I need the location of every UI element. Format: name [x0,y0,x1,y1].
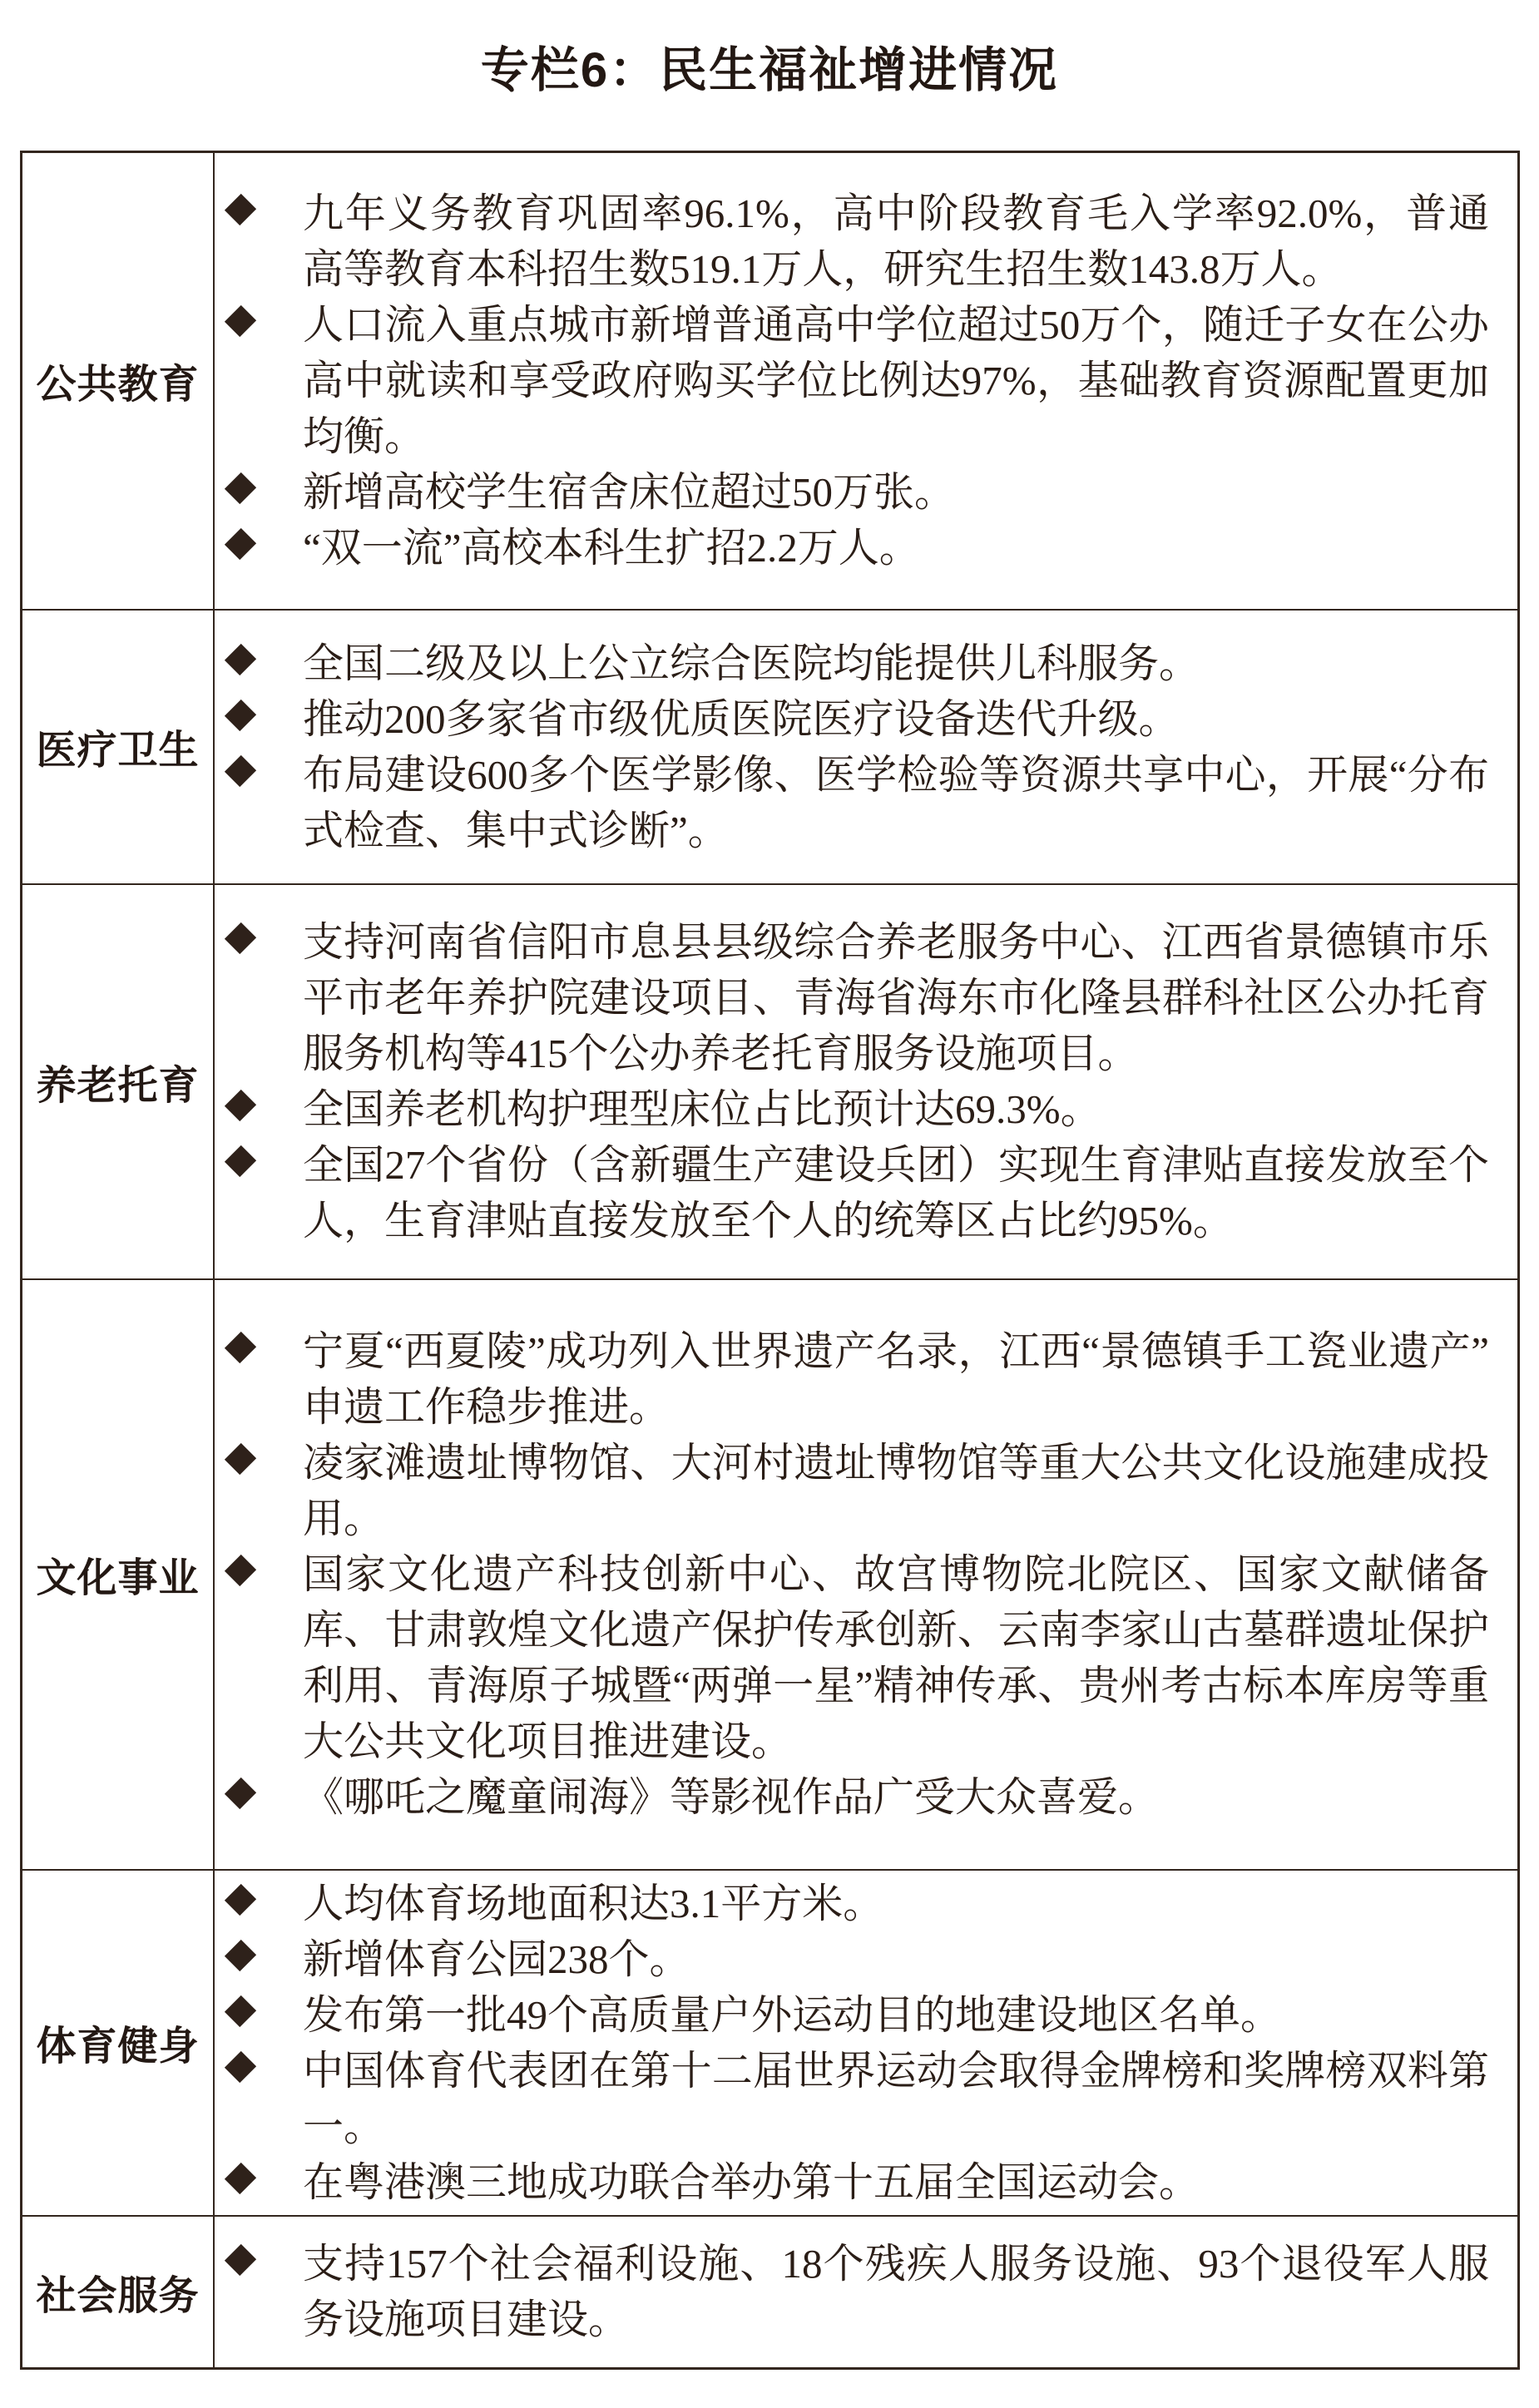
list-item [215,1137,1489,1249]
list-item [215,914,1489,1081]
category-cell: 体育健身 [22,1870,215,2216]
page-title: 专栏6：民生福祉增进情况 [480,43,1059,97]
diamond-bullet-icon [225,1778,256,1809]
table-row-cultural-undertakings [22,1279,1519,1870]
category-cell: 社会服务 [22,2216,215,2369]
livelihood-welfare-table [20,151,1520,2370]
list-item [215,2043,1489,2154]
list-item-text: 支持河南省信阳市息县县级综合养老服务中心、江西省景德镇市乐平市老年养护院建设项目、青海省海东市化隆县群科社区公办托育服务机构等415个公办养老托育服务设施项目。 [303,919,1489,1076]
content-cell [214,884,1519,1279]
table-row-social-services [22,2216,1519,2369]
category-cell: 文化事业 [22,1279,215,1870]
diamond-bullet-icon [225,1555,256,1586]
content-cell [214,2216,1519,2369]
diamond-bullet-icon [225,1443,256,1475]
list-item-text: 全国27个省份（含新疆生产建设兵团）实现生育津贴直接发放至个人，生育津贴直接发放至个人的统筹区占比约95%。 [303,1142,1489,1244]
list-item-text: 支持157个社会福利设施、18个残疾人服务设施、93个退役军人服务设施项目建设。 [303,2241,1489,2343]
list-item-text: 布局建设600多个医学影像、医学检验等资源共享中心，开展“分布式检查、集中式诊断”。 [303,751,1489,853]
list-item [215,520,1489,576]
list-item [215,1435,1489,1546]
diamond-bullet-icon [225,194,256,225]
list-item-text: 新增高校学生宿舍床位超过50万张。 [303,469,956,516]
list-item [215,1081,1489,1137]
diamond-bullet-icon [225,2050,256,2082]
list-item-text: 九年义务教育巩固率96.1%，高中阶段教育毛入学率92.0%，普通高等教育本科招生数519.1万人，研究生招生数143.8万人。 [303,190,1489,293]
table-row-elderly-childcare [22,884,1519,1279]
diamond-bullet-icon [225,472,256,504]
list-item-text: 全国养老机构护理型床位占比预计达69.3%。 [303,1086,1101,1132]
list-item [215,1546,1489,1769]
list-item-text: 新增体育公园238个。 [303,1936,690,1982]
list-item [215,297,1489,464]
diamond-bullet-icon [225,2162,256,2193]
diamond-bullet-icon [225,2244,256,2276]
content-cell [214,610,1519,884]
list-item-text: 发布第一批49个高质量户外运动目的地建设地区名单。 [303,1991,1282,2038]
list-item [215,464,1489,520]
list-item-text: 人口流入重点城市新增普通高中学位超过50万个，随迁子女在公办高中就读和享受政府购买学位比例达97%，基础教育资源配置更加均衡。 [303,302,1489,460]
diamond-bullet-icon [225,922,256,954]
list-item-text: 中国体育代表团在第十二届世界运动会取得金牌榜和奖牌榜双料第一。 [303,2047,1489,2149]
diamond-bullet-icon [225,1995,256,2026]
diamond-bullet-icon [225,1883,256,1915]
category-cell: 医疗卫生 [22,610,215,884]
list-item-text: “双一流”高校本科生扩招2.2万人。 [303,525,920,571]
diamond-bullet-icon [225,528,256,560]
list-item-text: 推动200多家省市级优质医院医疗设备迭代升级。 [303,695,1180,742]
list-item [215,691,1489,747]
list-item [215,1876,1489,1931]
diamond-bullet-icon [225,1332,256,1363]
list-item-text: 人均体育场地面积达3.1平方米。 [303,1880,884,1926]
list-item-text: 全国二级及以上公立综合医院均能提供儿科服务。 [303,640,1200,686]
diamond-bullet-icon [225,1145,256,1177]
list-item [215,1987,1489,2043]
list-item [215,635,1489,691]
diamond-bullet-icon [225,1939,256,1970]
list-item [215,2154,1489,2210]
list-item-text: 凌家滩遗址博物馆、大河村遗址博物馆等重大公共文化设施建成投用。 [303,1440,1489,1541]
list-item-text: 在粤港澳三地成功联合举办第十五届全国运动会。 [303,2158,1200,2205]
list-item [215,1931,1489,1987]
diamond-bullet-icon [225,643,256,675]
diamond-bullet-icon [225,305,256,337]
list-item-text: 国家文化遗产科技创新中心、故宫博物院北院区、国家文献储备库、甘肃敦煌文化遗产保护传承创新、云南李家山古墓群遗址保护利用、青海原子城暨“两弹一星”精神传承、贵州考古标本库房等重大公共文化项目推进建设。 [303,1551,1489,1764]
table-row-medical-health [22,610,1519,884]
diamond-bullet-icon [225,754,256,786]
list-item-text: 《哪吒之魔童闹海》等影视作品广受大众喜爱。 [303,1774,1160,1820]
content-cell [214,152,1519,610]
content-cell [214,1279,1519,1870]
table-row-public-education [22,152,1519,610]
content-cell [214,1870,1519,2216]
list-item [215,2236,1489,2347]
list-item [215,747,1489,858]
list-item [215,1323,1489,1435]
diamond-bullet-icon [225,1090,256,1121]
list-item-text: 宁夏“西夏陵”成功列入世界遗产名录，江西“景德镇手工瓷业遗产”申遗工作稳步推进。 [303,1328,1489,1430]
category-cell: 养老托育 [22,884,215,1279]
diamond-bullet-icon [225,699,256,730]
table-row-sports-fitness [22,1870,1519,2216]
list-item [215,185,1489,297]
category-cell: 公共教育 [22,152,215,610]
list-item [215,1769,1489,1825]
